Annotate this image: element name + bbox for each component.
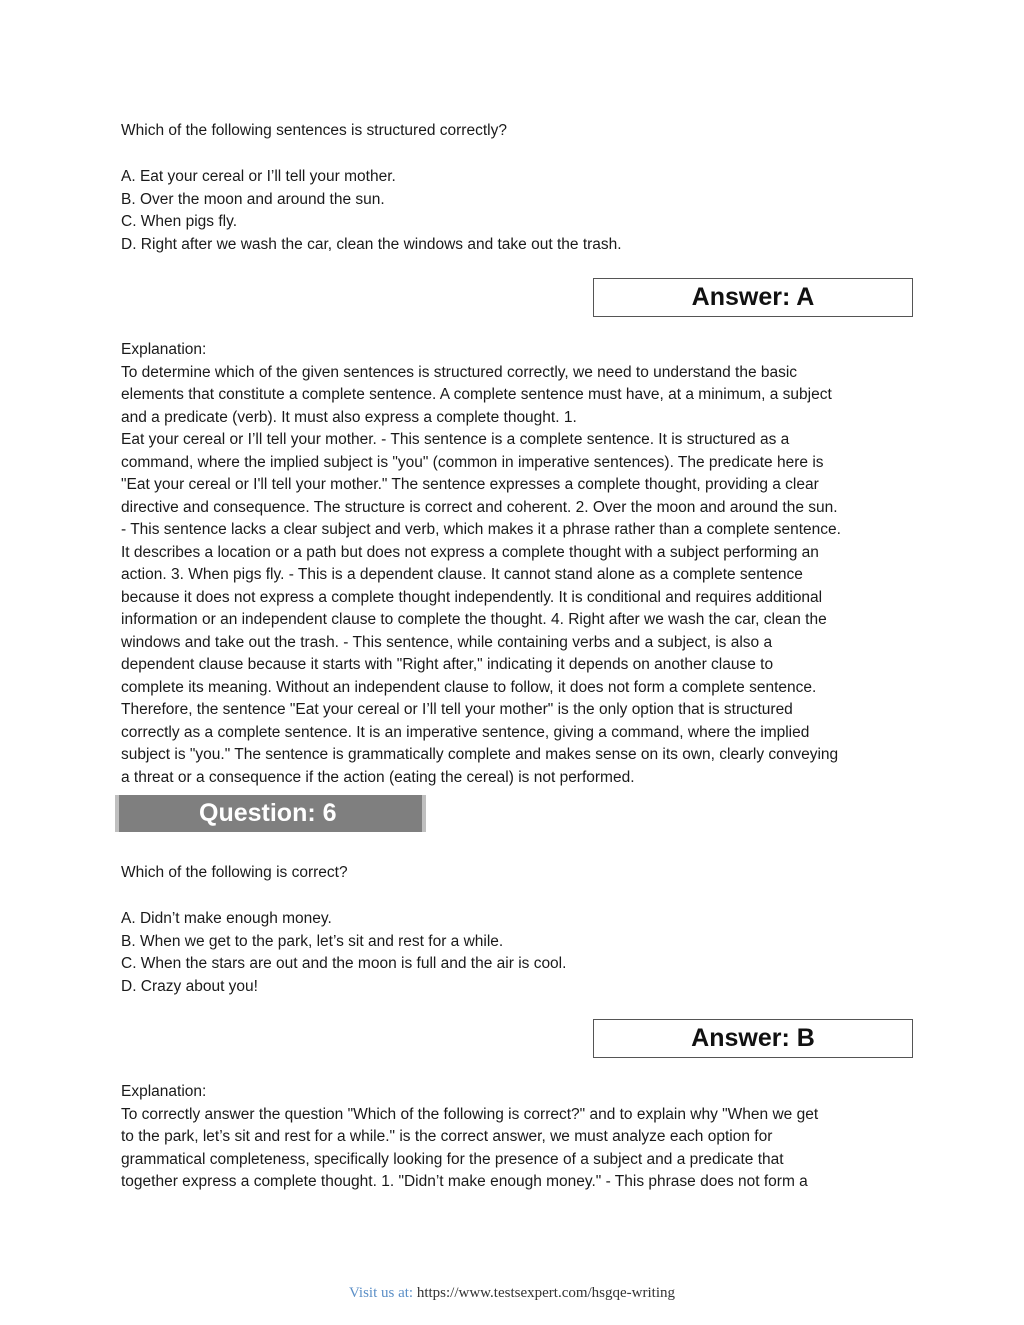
answer-5-label: Answer: A <box>691 283 815 311</box>
question-5-prompt: Which of the following sentences is structured correctly? <box>121 122 507 139</box>
explanation-6-line: grammatical completeness, specifically looking for the presence of a subject and a predicate that <box>121 1150 784 1168</box>
option-b: B. Over the moon and around the sun. <box>121 190 385 208</box>
option-c: C. When the stars are out and the moon is full and the air is cool. <box>121 955 567 972</box>
explanation-5-line: command, where the implied subject is "you" (common in imperative sentences). The predicate here is <box>121 453 824 471</box>
explanation-5 <box>121 339 911 789</box>
explanation-5-line: It describes a location or a path but does not express a complete thought with a subject performing an <box>121 543 819 561</box>
explanation-6-line: To correctly answer the question "Which of the following is correct?" and to explain why "When we get <box>121 1105 819 1123</box>
explanation-5-line: To determine which of the given sentences is structured correctly, we need to understand the basic <box>121 363 798 381</box>
explanation-5-line: dependent clause because it starts with "Right after," indicating it depends on another clause to <box>121 656 774 673</box>
question-6-text <box>121 862 911 885</box>
explanation-5-line: a threat or a consequence if the action (eating the cereal) is not performed. <box>121 768 635 786</box>
question-6-banner <box>115 795 426 832</box>
question-6-options <box>121 908 911 998</box>
option-a: A. Didn’t make enough money. <box>121 910 332 927</box>
explanation-6-label: Explanation: <box>121 1083 207 1100</box>
explanation-5-line: subject is "you." The sentence is grammatically complete and makes sense on its own, clearly conveying <box>121 746 839 763</box>
footer-visit-label: Visit us at: <box>348 1285 417 1301</box>
explanation-5-line: - This sentence lacks a clear subject and verb, which makes it a phrase rather than a complete sentence. <box>121 521 841 538</box>
explanation-5-line: action. 3. When pigs fly. - This is a dependent clause. It cannot stand alone as a complete sentence <box>121 566 803 583</box>
explanation-5-line: information or an independent clause to complete the thought. 4. Right after we wash the car, clean the <box>121 611 827 628</box>
explanation-5-line: complete its meaning. Without an independent clause to follow, it does not form a complete sentence. <box>121 678 817 696</box>
explanation-5-line: directive and consequence. The structure is correct and coherent. 2. Over the moon and around the sun. <box>121 498 838 516</box>
question-5-text <box>121 120 911 143</box>
explanation-5-line: "Eat your cereal or I'll tell your mother." The sentence expresses a complete thought, providing a clear <box>121 476 819 493</box>
option-d: D. Right after we wash the car, clean the windows and take out the trash. <box>121 235 622 253</box>
explanation-5-line: and a predicate (verb). It must also express a complete thought. 1. <box>121 408 577 426</box>
explanation-5-line: Eat your cereal or I’ll tell your mother. - This sentence is a complete sentence. It is structured as a <box>121 431 790 448</box>
explanation-5-line: windows and take out the trash. - This sentence, while containing verbs and a subject, is also a <box>121 633 773 651</box>
explanation-5-line: Therefore, the sentence "Eat your cereal or I’ll tell your mother" is the only option that is structured <box>121 701 793 718</box>
explanation-5-label: Explanation: <box>121 341 207 358</box>
explanation-6-line: to the park, let’s sit and rest for a while." is the correct answer, we must analyze each option for <box>121 1128 773 1145</box>
explanation-6-line: together express a complete thought. 1. "Didn’t make enough money." - This phrase does not form a <box>121 1173 808 1190</box>
explanation-5-line: elements that constitute a complete sentence. A complete sentence must have, at a minimum, a subject <box>121 386 832 403</box>
option-d: D. Crazy about you! <box>121 977 258 995</box>
page-footer <box>0 1285 1024 1302</box>
option-b: B. When we get to the park, let’s sit and rest for a while. <box>121 932 504 950</box>
question-6-prompt: Which of the following is correct? <box>121 864 348 881</box>
answer-6-label: Answer: B <box>691 1024 815 1052</box>
explanation-6 <box>121 1081 911 1194</box>
question-6-heading: Question: 6 <box>199 799 337 827</box>
option-c: C. When pigs fly. <box>121 213 238 230</box>
footer-url-link[interactable]: https://www.testsexpert.com/hsgqe-writing <box>416 1285 676 1301</box>
explanation-5-line: because it does not express a complete thought independently. It is conditional and requires additional <box>121 588 823 606</box>
explanation-5-line: correctly as a complete sentence. It is an imperative sentence, giving a command, where the implied <box>121 723 810 741</box>
answer-5-box <box>593 278 913 317</box>
option-a: A. Eat your cereal or I’ll tell your mother. <box>121 168 396 185</box>
question-5-options <box>121 166 911 256</box>
answer-6-box <box>593 1019 913 1058</box>
